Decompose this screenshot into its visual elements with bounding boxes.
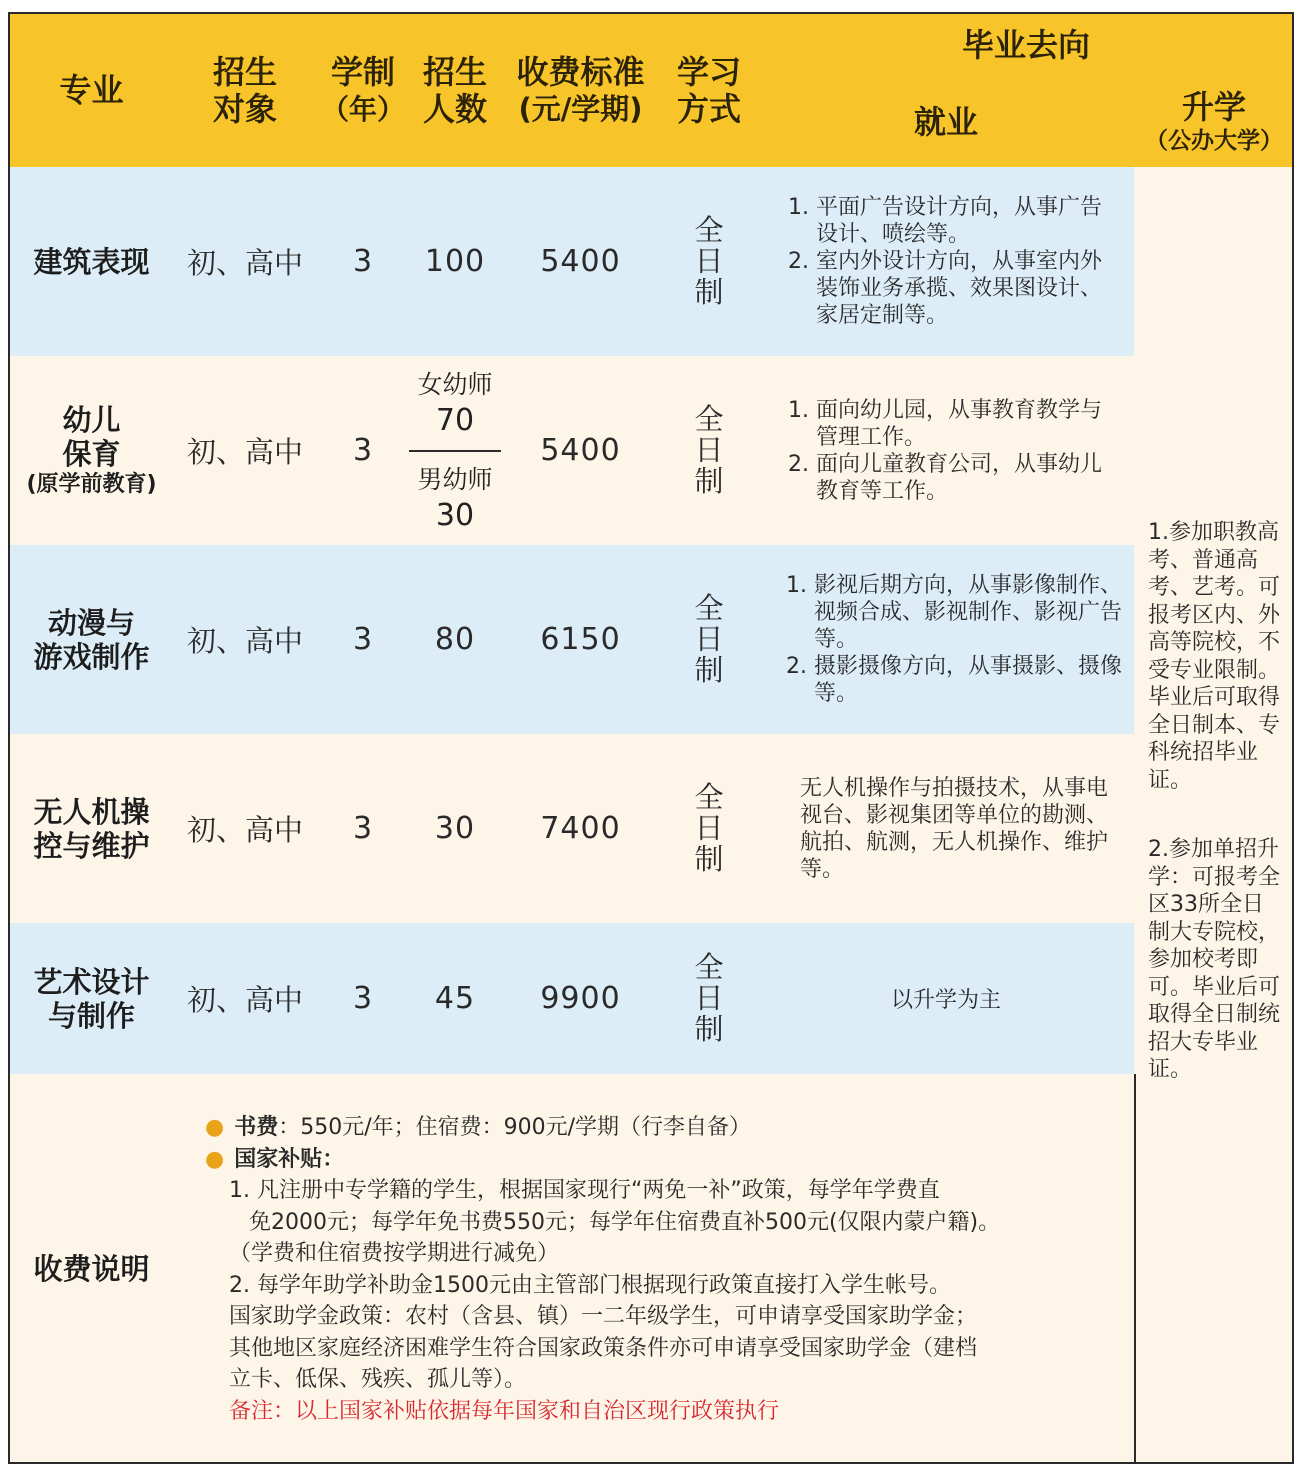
row1-target-text: 初、高中 bbox=[186, 246, 303, 280]
row3-mode-char2: 日 bbox=[694, 622, 724, 656]
header-employment-text: 就业 bbox=[913, 102, 978, 141]
fee-note-remark: 备注：以上国家补贴依据每年国家和自治区现行政策执行 bbox=[229, 1398, 780, 1424]
header-major-text: 专业 bbox=[59, 71, 124, 109]
row5-major-line1: 艺术设计 bbox=[33, 964, 150, 999]
row1-target bbox=[173, 167, 319, 358]
row2-major bbox=[10, 356, 175, 547]
row5-count-text: 45 bbox=[434, 981, 476, 1016]
row3-count-text: 80 bbox=[434, 622, 476, 657]
row1-employment-item1: 1. 平面广告设计方向，从事广告设计、喷绘等。 bbox=[788, 195, 1102, 247]
row3-mode-char1: 全 bbox=[694, 591, 724, 625]
fee-note-line4: 2. 每学年助学补助金1500元由主管部门根据现行政策直接打入学生帐号。 bbox=[229, 1272, 951, 1298]
row2-fee-text: 5400 bbox=[540, 433, 621, 468]
row2-count-female-value: 70 bbox=[435, 402, 475, 438]
row2-mode bbox=[660, 356, 760, 547]
fee-note-subsidy-line bbox=[205, 1144, 344, 1176]
fee-note-line5: 国家助学金政策：农村（含县、镇）一二年级学生，可申请享受国家助学金； bbox=[229, 1304, 978, 1329]
row5-fee-text: 9900 bbox=[540, 981, 621, 1016]
header-employment bbox=[758, 77, 1136, 169]
row2-count-male bbox=[409, 452, 501, 546]
row5-years-text: 3 bbox=[352, 981, 374, 1016]
row4-major bbox=[10, 734, 175, 925]
row4-count-text: 30 bbox=[434, 811, 476, 846]
row2-mode-char2: 日 bbox=[694, 433, 724, 467]
row1-count-text: 100 bbox=[424, 244, 486, 279]
further-study-p2: 2.参加单招升学：可报考全区33所全日制大专院校，参加校考即可。毕业后可取得全日制统招大专毕业证。 bbox=[1148, 837, 1281, 1082]
header-mode-line2: 方式 bbox=[676, 89, 741, 128]
row3-target-text: 初、高中 bbox=[186, 624, 303, 658]
header-mode-line1: 学习 bbox=[676, 52, 741, 91]
row5-years bbox=[317, 923, 411, 1076]
fee-note-book-label: 书费 bbox=[234, 1115, 279, 1140]
row5-target-text: 初、高中 bbox=[186, 983, 303, 1017]
fee-note-subsidy-colon: ： bbox=[322, 1146, 345, 1172]
row3-fee bbox=[501, 545, 662, 736]
bullet-dot-icon: ● bbox=[205, 1146, 225, 1172]
header-further-line1: 升学 bbox=[1181, 87, 1246, 126]
row4-mode bbox=[660, 734, 760, 925]
fee-note-body bbox=[173, 1074, 1136, 1464]
header-mode bbox=[660, 14, 760, 169]
fee-note-line1: 1. 凡注册中专学籍的学生，根据国家现行“两免一补”政策，每学年学费直 bbox=[229, 1178, 940, 1203]
row3-count bbox=[409, 545, 503, 736]
row4-fee-text: 7400 bbox=[540, 811, 621, 846]
header-destination-text: 毕业去向 bbox=[961, 26, 1090, 64]
header-major bbox=[10, 14, 175, 169]
header-years-line1: 学制 bbox=[330, 52, 395, 91]
header-fee-line2: (元/学期) bbox=[518, 91, 643, 126]
row1-employment-item2: 2. 室内外设计方向，从事室内外装饰业务承揽、效果图设计、家居定制等。 bbox=[788, 249, 1103, 328]
bullet-dot-icon: ● bbox=[205, 1115, 225, 1140]
fee-note-book-line bbox=[205, 1112, 751, 1144]
row3-target bbox=[173, 545, 319, 736]
row5-mode bbox=[660, 923, 760, 1076]
row1-mode-char2: 日 bbox=[694, 244, 724, 278]
row5-count bbox=[409, 923, 503, 1076]
row5-mode-char2: 日 bbox=[694, 981, 724, 1015]
row4-mode-char2: 日 bbox=[694, 811, 724, 845]
row2-count-female bbox=[409, 356, 501, 452]
header-fee bbox=[501, 14, 662, 169]
row3-years bbox=[317, 545, 411, 736]
header-count-line1: 招生 bbox=[422, 52, 487, 91]
row4-major-line1: 无人机操 bbox=[33, 794, 150, 829]
fee-note-label bbox=[10, 1074, 175, 1464]
header-count bbox=[409, 14, 503, 169]
row3-years-text: 3 bbox=[352, 622, 374, 657]
row3-fee-text: 6150 bbox=[540, 622, 621, 657]
row1-years-text: 3 bbox=[352, 244, 374, 279]
row5-employment-text: 以升学为主 bbox=[890, 988, 1001, 1013]
row4-count bbox=[409, 734, 503, 925]
row5-mode-char1: 全 bbox=[694, 950, 724, 984]
row2-years bbox=[317, 356, 411, 547]
header-years bbox=[317, 14, 411, 169]
row4-employment bbox=[758, 734, 1136, 925]
row2-mode-char1: 全 bbox=[694, 402, 724, 436]
row2-fee bbox=[501, 356, 662, 547]
row5-major bbox=[10, 923, 175, 1076]
row2-major-line1: 幼儿 bbox=[62, 402, 121, 437]
row1-count bbox=[409, 167, 503, 358]
row2-major-line2: 保育 bbox=[62, 436, 121, 471]
row2-employment-item1: 1. 面向幼儿园，从事教育教学与管理工作。 bbox=[788, 397, 1102, 450]
row4-target bbox=[173, 734, 319, 925]
row4-mode-char1: 全 bbox=[694, 780, 724, 814]
row4-years-text: 3 bbox=[352, 811, 374, 846]
row3-major-line1: 动漫与 bbox=[47, 605, 135, 640]
row1-employment bbox=[758, 167, 1136, 358]
row1-major bbox=[10, 167, 175, 358]
header-target-line1: 招生 bbox=[212, 52, 277, 91]
row3-major-line2: 游戏制作 bbox=[33, 639, 150, 674]
row2-count-male-label: 男幼师 bbox=[417, 465, 493, 495]
row3-employment-item1: 1. 影视后期方向，从事影像制作、视频合成、影视制作、影视广告等。 bbox=[786, 573, 1123, 652]
row2-count bbox=[409, 356, 503, 547]
fee-note-line2: 免2000元；每学年免书费550元；每学年住宿费直补500元(仅限内蒙户籍)。 bbox=[249, 1209, 1001, 1235]
fee-note-book-text: ：550元/年；住宿费：900元/学期（行李自备） bbox=[278, 1115, 752, 1140]
header-further-study bbox=[1134, 77, 1294, 169]
fee-note-line7: 立卡、低保、残疾、孤儿等）。 bbox=[229, 1367, 527, 1392]
row1-mode-char3: 制 bbox=[694, 275, 724, 309]
header-further-line2: （公办大学） bbox=[1145, 127, 1283, 154]
row2-employment bbox=[758, 356, 1136, 547]
row3-mode-char3: 制 bbox=[694, 653, 724, 687]
row2-target-text: 初、高中 bbox=[186, 435, 303, 469]
row3-major bbox=[10, 545, 175, 736]
header-count-line2: 人数 bbox=[422, 89, 487, 128]
row5-employment bbox=[758, 923, 1136, 1076]
row5-major-line2: 与制作 bbox=[47, 998, 135, 1033]
header-destination bbox=[758, 14, 1294, 79]
enrollment-table bbox=[8, 12, 1294, 1464]
row2-employment-item2: 2. 面向儿童教育公司，从事幼儿教育等工作。 bbox=[788, 451, 1102, 504]
row1-fee bbox=[501, 167, 662, 358]
row2-years-text: 3 bbox=[352, 433, 374, 468]
row3-employment-item2: 2. 摄影摄像方向，从事摄影、摄像等。 bbox=[786, 654, 1122, 706]
further-study-info bbox=[1134, 167, 1294, 1464]
fee-note-line6: 其他地区家庭经济困难学生符合国家政策条件亦可申请享受国家助学金（建档 bbox=[229, 1335, 978, 1361]
row2-mode-char3: 制 bbox=[694, 464, 724, 498]
row5-mode-char3: 制 bbox=[694, 1012, 724, 1046]
row2-count-male-value: 30 bbox=[435, 498, 475, 534]
fee-note-subsidy-label: 国家补贴 bbox=[234, 1146, 323, 1172]
fee-note-line3: （学费和住宿费按学期进行减免） bbox=[229, 1241, 560, 1266]
row4-fee bbox=[501, 734, 662, 925]
row1-years bbox=[317, 167, 411, 358]
row3-employment bbox=[758, 545, 1136, 736]
row4-mode-char3: 制 bbox=[694, 842, 724, 876]
header-fee-line1: 收费标准 bbox=[516, 52, 645, 91]
row1-fee-text: 5400 bbox=[540, 244, 621, 279]
row1-major-text: 建筑表现 bbox=[33, 244, 150, 279]
header-years-line2: （年） bbox=[320, 92, 405, 126]
row4-years bbox=[317, 734, 411, 925]
row2-count-female-label: 女幼师 bbox=[417, 369, 493, 399]
row2-target bbox=[173, 356, 319, 547]
header-target-line2: 对象 bbox=[212, 89, 277, 128]
row1-mode bbox=[660, 167, 760, 358]
row2-major-line3: (原学前教育) bbox=[26, 471, 157, 497]
row5-fee bbox=[501, 923, 662, 1076]
row5-target bbox=[173, 923, 319, 1076]
row3-mode bbox=[660, 545, 760, 736]
row4-major-line2: 控与维护 bbox=[33, 828, 150, 863]
row4-target-text: 初、高中 bbox=[186, 813, 303, 847]
header-target bbox=[173, 14, 319, 169]
further-study-p1: 1.参加职教高考、普通高考、艺考。可报考区内、外高等院校，不受专业限制。毕业后可取得全日制本、专科统招毕业证。 bbox=[1148, 520, 1281, 793]
row1-mode-char1: 全 bbox=[694, 213, 724, 247]
row4-employment-text: 无人机操作与拍摄技术，从事电视台、影视集团等单位的勘测、航拍、航测，无人机操作、维护等。 bbox=[800, 775, 1109, 882]
fee-note-label-text: 收费说明 bbox=[33, 1252, 150, 1286]
